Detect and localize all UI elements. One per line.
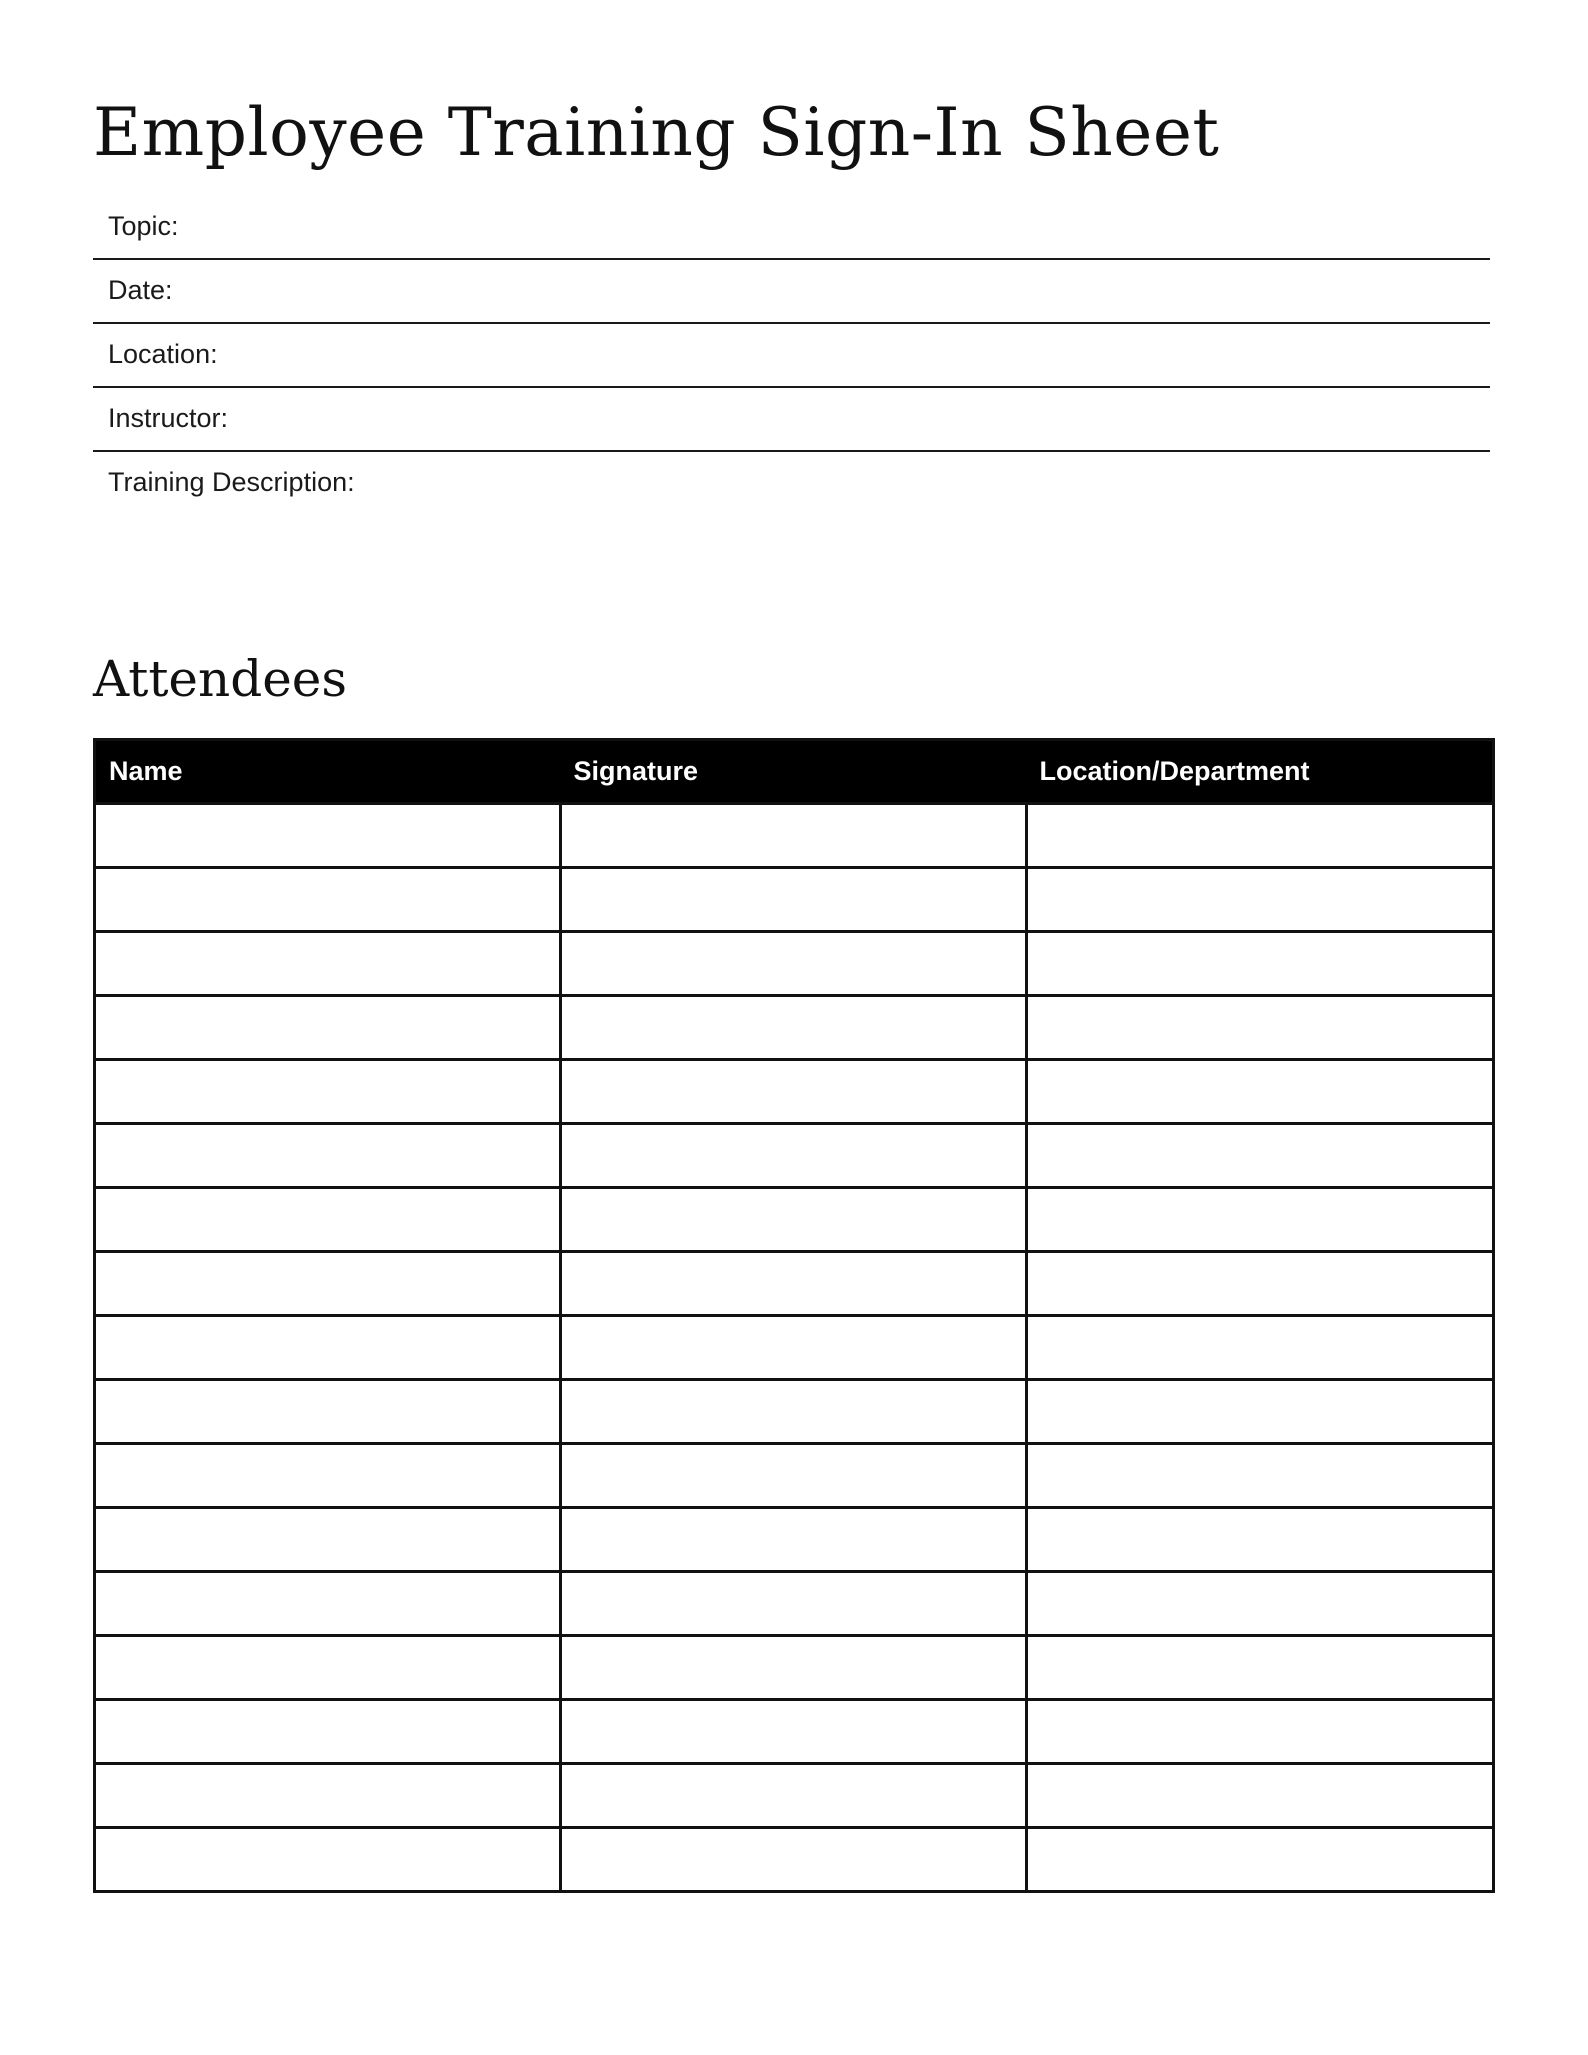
table-row (95, 1124, 1494, 1188)
table-row (95, 1316, 1494, 1380)
name-cell[interactable] (95, 1572, 561, 1636)
table-row (95, 1828, 1494, 1892)
location-department-cell[interactable] (1027, 1764, 1494, 1828)
table-row (95, 932, 1494, 996)
name-cell[interactable] (95, 1764, 561, 1828)
table-row (95, 996, 1494, 1060)
instructor-label: Instructor: (108, 403, 229, 433)
signature-cell[interactable] (561, 1636, 1027, 1700)
table-header-row (95, 740, 1494, 804)
name-cell[interactable] (95, 1444, 561, 1508)
location-department-cell[interactable] (1027, 932, 1494, 996)
page-title: Employee Training Sign-In Sheet (93, 94, 1220, 171)
training-description-label: Training Description: (108, 467, 355, 497)
signature-cell[interactable] (561, 1572, 1027, 1636)
location-field[interactable] (93, 324, 1490, 388)
table-row (95, 1700, 1494, 1764)
location-department-cell[interactable] (1027, 1060, 1494, 1124)
signature-cell[interactable] (561, 1316, 1027, 1380)
signature-cell[interactable] (561, 996, 1027, 1060)
topic-field[interactable] (93, 196, 1490, 260)
signature-cell[interactable] (561, 1764, 1027, 1828)
training-description-field[interactable] (93, 452, 1490, 572)
location-department-cell[interactable] (1027, 1316, 1494, 1380)
table-row (95, 1380, 1494, 1444)
signature-cell[interactable] (561, 1508, 1027, 1572)
table-row (95, 1252, 1494, 1316)
name-cell[interactable] (95, 1828, 561, 1892)
name-cell[interactable] (95, 868, 561, 932)
name-cell[interactable] (95, 1636, 561, 1700)
signature-cell[interactable] (561, 1444, 1027, 1508)
signature-cell[interactable] (561, 932, 1027, 996)
location-label: Location: (108, 339, 218, 369)
column-header-location-department: Location/Department (1027, 740, 1494, 804)
location-department-cell[interactable] (1027, 1508, 1494, 1572)
attendees-heading: Attendees (93, 650, 348, 708)
name-cell[interactable] (95, 804, 561, 868)
table-row (95, 1572, 1494, 1636)
instructor-field[interactable] (93, 388, 1490, 452)
table-row (95, 1060, 1494, 1124)
name-cell[interactable] (95, 996, 561, 1060)
table-row (95, 1764, 1494, 1828)
name-cell[interactable] (95, 932, 561, 996)
location-department-cell[interactable] (1027, 1188, 1494, 1252)
location-department-cell[interactable] (1027, 1124, 1494, 1188)
name-cell[interactable] (95, 1124, 561, 1188)
signature-cell[interactable] (561, 1188, 1027, 1252)
location-department-cell[interactable] (1027, 1700, 1494, 1764)
name-cell[interactable] (95, 1252, 561, 1316)
name-cell[interactable] (95, 1508, 561, 1572)
table-row (95, 1636, 1494, 1700)
name-cell[interactable] (95, 1060, 561, 1124)
attendee-rows (95, 804, 1494, 1892)
topic-label: Topic: (108, 211, 179, 241)
signature-cell[interactable] (561, 1700, 1027, 1764)
location-department-cell[interactable] (1027, 1828, 1494, 1892)
signature-cell[interactable] (561, 1252, 1027, 1316)
location-department-cell[interactable] (1027, 804, 1494, 868)
column-header-signature: Signature (561, 740, 1027, 804)
signature-cell[interactable] (561, 1828, 1027, 1892)
name-cell[interactable] (95, 1316, 561, 1380)
table-row (95, 1508, 1494, 1572)
location-department-cell[interactable] (1027, 1572, 1494, 1636)
location-department-cell[interactable] (1027, 868, 1494, 932)
location-department-cell[interactable] (1027, 1380, 1494, 1444)
date-label: Date: (108, 275, 173, 305)
signature-cell[interactable] (561, 868, 1027, 932)
training-info-fields (93, 196, 1490, 572)
table-row (95, 868, 1494, 932)
signature-cell[interactable] (561, 1380, 1027, 1444)
location-department-cell[interactable] (1027, 996, 1494, 1060)
location-department-cell[interactable] (1027, 1252, 1494, 1316)
name-cell[interactable] (95, 1700, 561, 1764)
location-department-cell[interactable] (1027, 1636, 1494, 1700)
column-header-name: Name (95, 740, 561, 804)
date-field[interactable] (93, 260, 1490, 324)
name-cell[interactable] (95, 1188, 561, 1252)
table-row (95, 1444, 1494, 1508)
signature-cell[interactable] (561, 1124, 1027, 1188)
name-cell[interactable] (95, 1380, 561, 1444)
signature-cell[interactable] (561, 1060, 1027, 1124)
attendees-table (93, 738, 1495, 1893)
table-row (95, 1188, 1494, 1252)
location-department-cell[interactable] (1027, 1444, 1494, 1508)
signature-cell[interactable] (561, 804, 1027, 868)
table-row (95, 804, 1494, 868)
